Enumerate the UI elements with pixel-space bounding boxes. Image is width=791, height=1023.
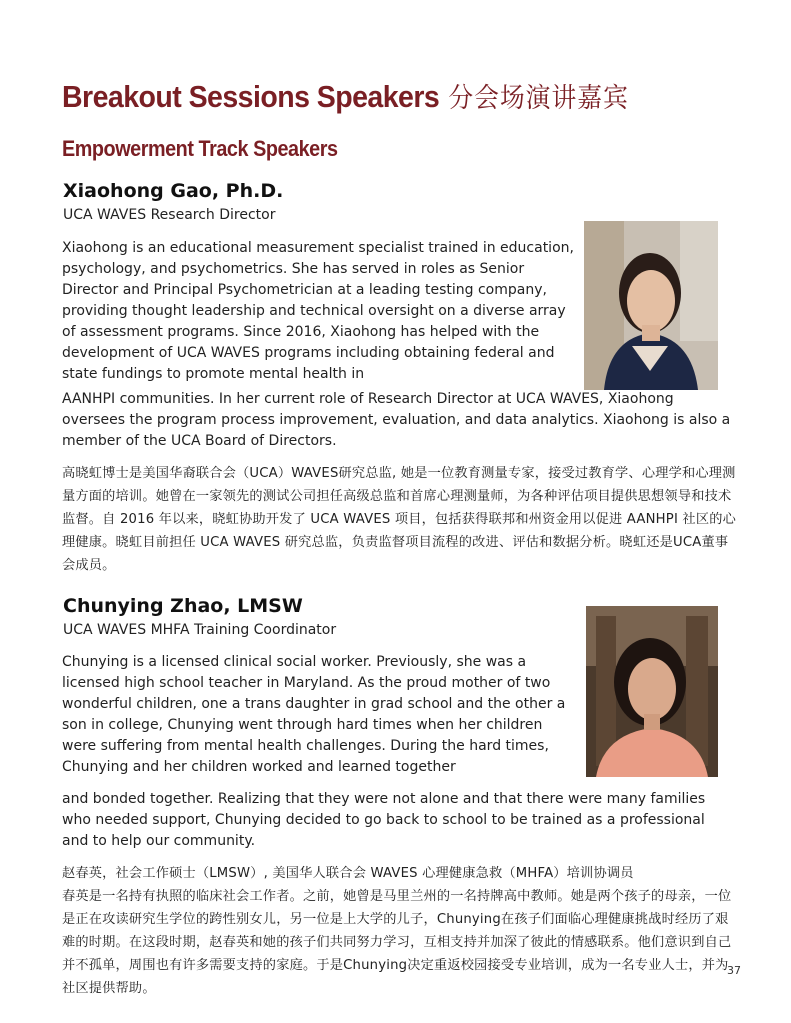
speaker-photo <box>584 221 718 390</box>
speaker-bio-wrapped: Xiaohong is an educational measurement specialist trained in education, psychology, and psychometrics. She has served in roles as Senior Director and Principal Psychometrician at a leading testing company, providing thought leadership and technical oversight on a diverse array of assessment programs. Since 2016, Xiaohong has helped with the development of UCA WAVES programs including obtaining federal and state fundings to promote mental health in <box>62 240 574 382</box>
speaker-bio-cn: 春英是一名持有执照的临床社会工作者。之前，她曾是马里兰州的一名持牌高中教师。她是两个孩子的母亲，一位是正在攻读研究生学位的跨性别女儿，另一位是上大学的儿子，Chunying在孩子们面临心理健康挑战时经历了艰难的时期。在这段时期，赵春英和她的孩子们共同努力学习，互相支持并加深了彼此的情感联系。他们意识到自己并不孤单，周围也有许多需要支持的家庭。于是Chunying决定重返校园接受专业培训，成为一名专业人士，并为社区提供帮助。 <box>62 889 732 996</box>
page-number: 37 <box>727 964 741 977</box>
speaker-bio-cn-title: 赵春英，社会工作硕士（LMSW）, 美国华人联合会 WAVES 心理健康急救（MHFA）培训协调员 <box>62 866 634 881</box>
speaker-name: Xiaohong Gao, Ph.D. <box>63 180 284 202</box>
speaker-bio-full: and bonded together. Realizing that they were not alone and that there were many families who needed support, Chunying decided to go back to school to be trained as a professional and to help our community. <box>62 791 706 849</box>
speaker-role: UCA WAVES MHFA Training Coordinator <box>63 622 337 638</box>
speaker-name: Chunying Zhao, LMSW <box>63 595 303 617</box>
speaker-bio-wrapped: Chunying is a licensed clinical social worker. Previously, she was a licensed high school teacher in Maryland. As the proud mother of two wonderful children, one a trans daughter in grad school and the other a son in college, Chunying went through hard times when her children were suffering from mental health challenges. During the hard times, Chunying and her children worked and learned together <box>62 654 566 775</box>
speaker-role: UCA WAVES Research Director <box>63 207 276 223</box>
page-title-en: Breakout Sessions Speakers <box>62 79 440 114</box>
page-title <box>62 76 629 115</box>
speaker-photo <box>586 606 718 777</box>
track-heading: Empowerment Track Speakers <box>62 136 338 161</box>
page-title-cn: 分会场演讲嘉宾 <box>448 83 629 113</box>
speaker-bio-cn: 高晓虹博士是美国华裔联合会（UCA）WAVES研究总监, 她是一位教育测量专家，接受过教育学、心理学和心理测量方面的培训。她曾在一家领先的测试公司担任高级总监和首席心理测量师，为各种评估项目提供思想领导和技术监督。自 2016 年以来，晓虹协助开发了 UCA WAVES 项目，包括获得联邦和州资金用以促进 AANHPI 社区的心理健康。晓虹目前担任 UCA WAVES 研究总监，负责监督项目流程的改进、评估和数据分析。晓虹还是UCA董事会成员。 <box>62 466 736 573</box>
speaker-bio-full: AANHPI communities. In her current role of Research Director at UCA WAVES, Xiaohong oversees the program process improvement, evaluation, and data analytics. Xiaohong is also a member of the UCA Board of Directors. <box>62 391 731 449</box>
